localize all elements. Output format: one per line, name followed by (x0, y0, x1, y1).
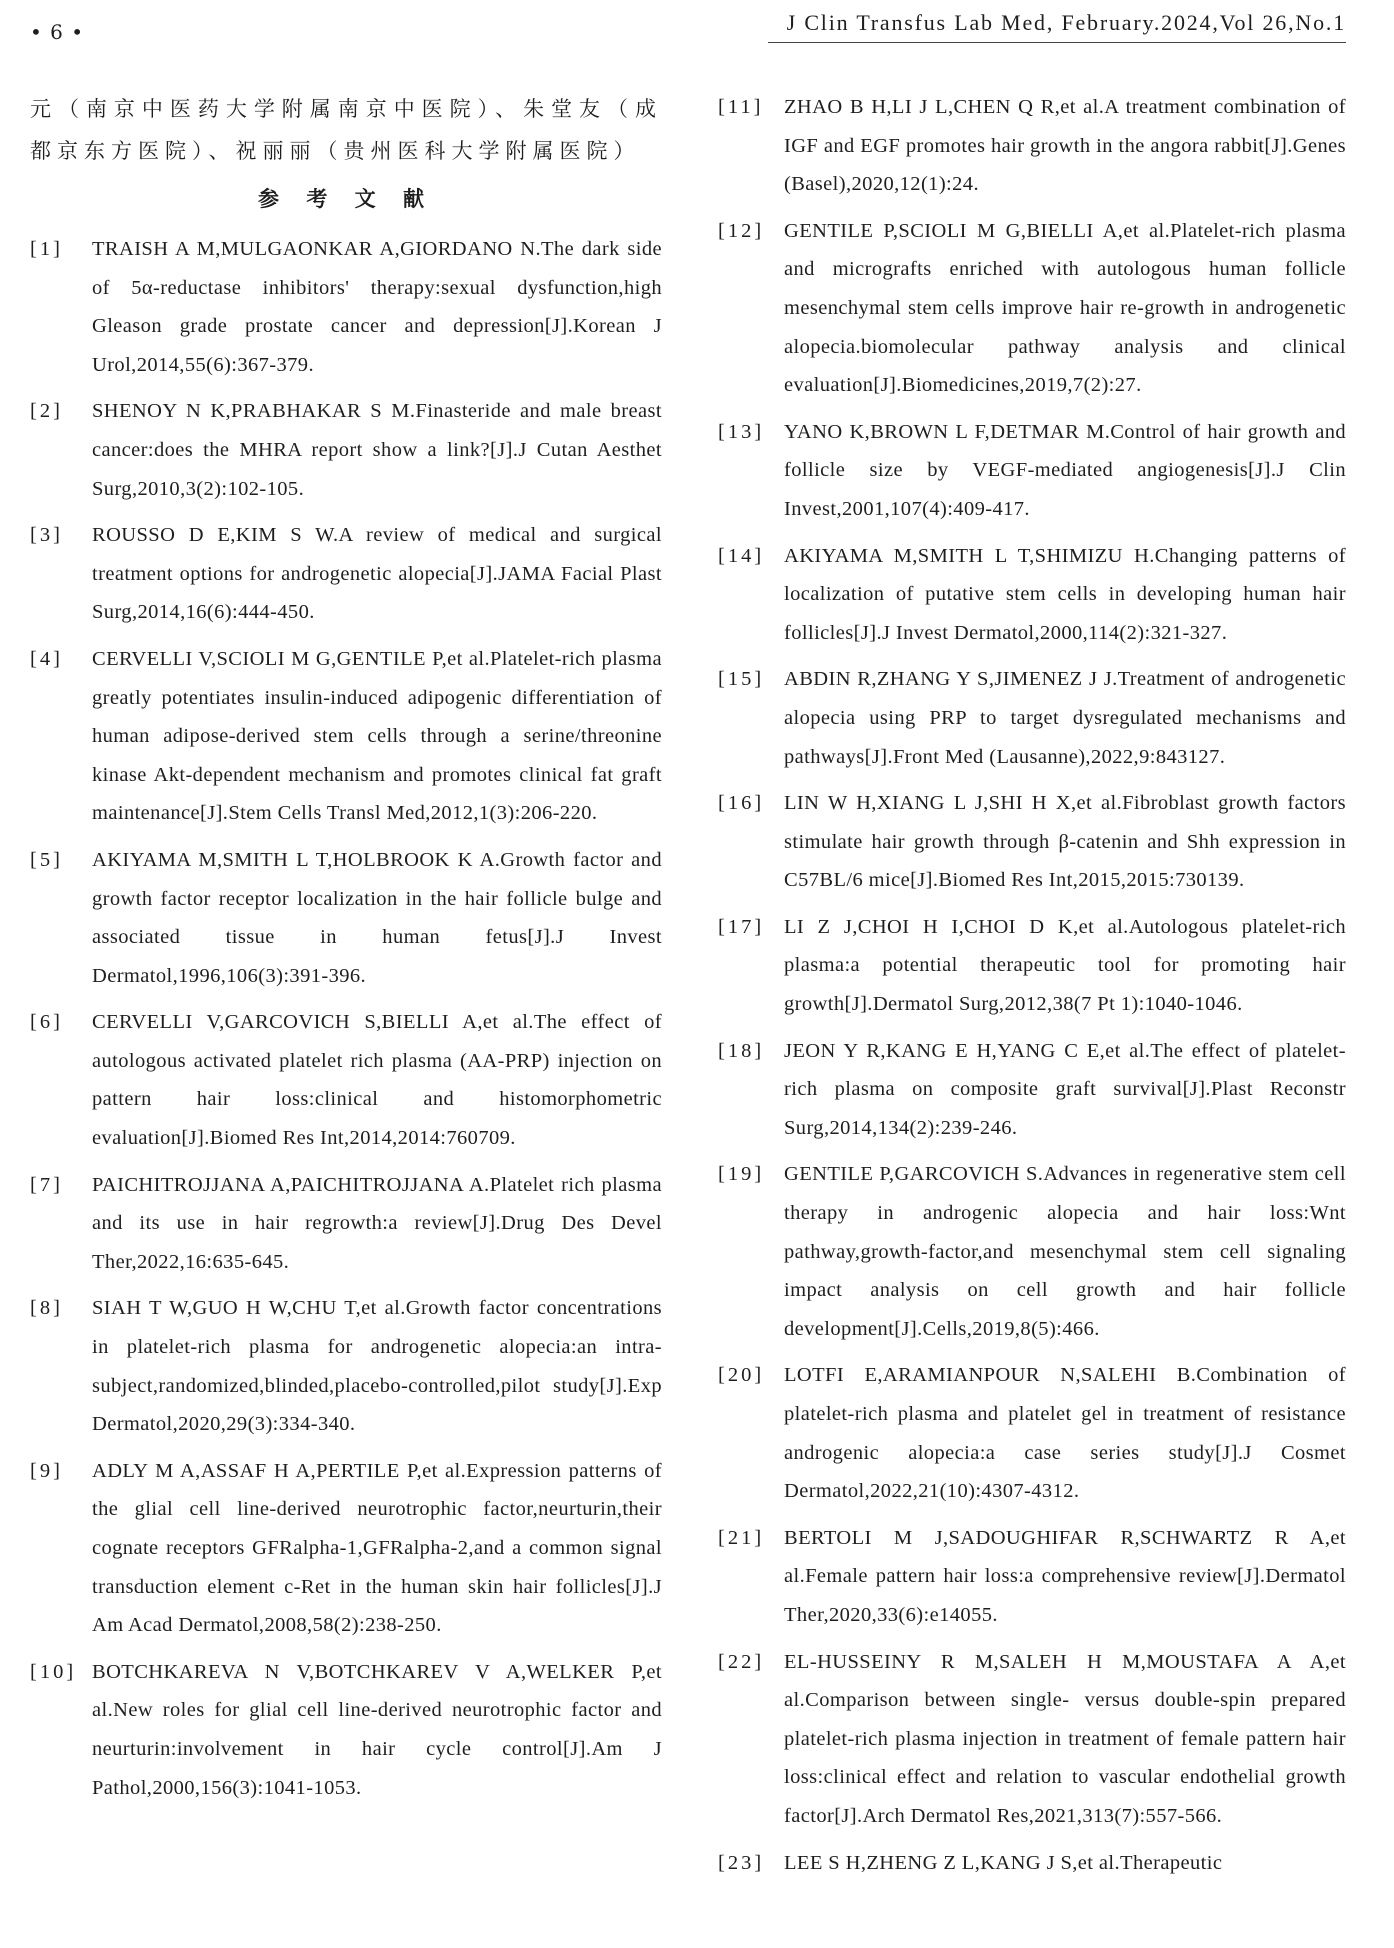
reference-entry (718, 784, 1346, 900)
reference-text: LEE S H,ZHENG Z L,KANG J S,et al.Therapeutic (784, 1851, 1223, 1874)
reference-entry (30, 1166, 662, 1282)
reference-number: [1] (30, 238, 63, 260)
reference-text: YANO K,BROWN L F,DETMAR M.Control of hair growth and follicle size by VEGF-mediated angiogenesis[J].J Clin Invest,2001,107(4):409-417. (784, 420, 1346, 520)
reference-number: [12] (718, 219, 765, 242)
reference-entry (718, 1356, 1346, 1510)
reference-text: CERVELLI V,SCIOLI M G,GENTILE P,et al.Platelet-rich plasma greatly potentiates insulin-induced adipogenic differentiation of human adipose-derived stem cells through a serine/threonine kinase Akt-dependent mechanism and promotes clinical fat graft maintenance[J].Stem Cells Transl Med,2012,1(3):206-220. (92, 647, 662, 825)
reference-text: LI Z J,CHOI H I,CHOI D K,et al.Autologous platelet-rich plasma:a potential therapeutic tool for promoting hair growth[J].Dermatol Surg,2012,38(7 Pt 1):1040-1046. (784, 915, 1346, 1016)
page-number: • 6 • (30, 20, 85, 44)
reference-number: [3] (30, 524, 63, 547)
reference-text: GENTILE P,SCIOLI M G,BIELLI A,et al.Platelet-rich plasma and micrografts enriched with autologous human follicle mesenchymal stem cells improve hair re-growth in androgenetic alopecia.biomolecular pathway analysis and clinical evaluation[J].Biomedicines,2019,7(2):27. (784, 219, 1346, 397)
reference-text: ZHAO B H,LI J L,CHEN Q R,et al.A treatment combination of IGF and EGF promotes hair growth in the angora rabbit[J].Genes (Basel),2020,12(1):24. (784, 96, 1346, 196)
reference-text: AKIYAMA M,SMITH L T,SHIMIZU H.Changing patterns of localization of putative stem cells in developing human hair follicles[J].J Invest Dermatol,2000,114(2):321-327. (784, 544, 1346, 644)
reference-number: [19] (718, 1163, 765, 1186)
reference-entry (718, 413, 1346, 529)
reference-number: [13] (718, 420, 765, 443)
reference-entry (718, 1519, 1346, 1635)
reference-text: ROUSSO D E,KIM S W.A review of medical and surgical treatment options for androgenetic alopecia[J].JAMA Facial Plast Surg,2014,16(6):444-450. (92, 524, 662, 624)
reference-entry (30, 640, 662, 833)
reference-number: [10] (30, 1660, 77, 1683)
right-column (718, 88, 1346, 1890)
reference-text: ADLY M A,ASSAF H A,PERTILE P,et al.Expression patterns of the glial cell line-derived neurotrophic factor,neurturin,their cognate receptors GFRalpha-1,GFRalpha-2,and a common signal transduction element c-Ret in the human skin hair follicles[J].J Am Acad Dermatol,2008,58(2):238-250. (92, 1459, 662, 1637)
reference-entry (30, 1452, 662, 1645)
reference-text: EL-HUSSEINY R M,SALEH H M,MOUSTAFA A A,et al.Comparison between single- versus double-spin prepared platelet-rich plasma injection in treatment of female pattern hair loss:clinical effect and relation to vascular endothelial growth factor[J].Arch Dermatol Res,2021,313(7):557-566. (784, 1650, 1346, 1827)
reference-text: SIAH T W,GUO H W,CHU T,et al.Growth factor concentrations in platelet-rich plasma for androgenetic alopecia:an intra-subject,randomized,blinded,placebo-controlled,pilot study[J].Exp Dermatol,2020,29(3):334-340. (92, 1297, 662, 1436)
references-heading: 参 考 文 献 (258, 187, 434, 211)
reference-number: [15] (718, 668, 765, 691)
reference-number: [11] (718, 96, 764, 118)
left-column (30, 88, 662, 1815)
reference-list-right (718, 88, 1346, 1882)
reference-entry (718, 88, 1346, 204)
reference-number: [16] (718, 792, 765, 815)
reference-number: [20] (718, 1364, 765, 1387)
reference-text: ABDIN R,ZHANG Y S,JIMENEZ J J.Treatment of androgenetic alopecia using PRP to target dysregulated mechanisms and pathways[J].Front Med (Lausanne),2022,9:843127. (784, 668, 1346, 768)
reference-number: [5] (30, 848, 63, 871)
reference-entry (718, 1155, 1346, 1348)
reference-entry (30, 392, 662, 508)
reference-text: GENTILE P,GARCOVICH S.Advances in regenerative stem cell therapy in androgenic alopecia and hair loss:Wnt pathway,growth-factor,and mesenchymal stem cell signaling impact analysis on cell growth and hair follicle development[J].Cells,2019,8(5):466. (784, 1163, 1346, 1340)
reference-number: [8] (30, 1297, 63, 1320)
reference-number: [18] (718, 1039, 765, 1062)
reference-text: LOTFI E,ARAMIANPOUR N,SALEHI B.Combination of platelet-rich plasma and platelet gel in treatment of resistance androgenic alopecia:a case series study[J].J Cosmet Dermatol,2022,21(10):4307-4312. (784, 1364, 1346, 1503)
reference-number: [14] (718, 544, 765, 567)
reference-list-left (30, 230, 662, 1807)
reference-number: [21] (718, 1526, 765, 1549)
reference-entry (718, 1032, 1346, 1148)
reference-text: SHENOY N K,PRABHAKAR S M.Finasteride and male breast cancer:does the MHRA report show a link?[J].J Cutan Aesthet Surg,2010,3(2):102-105. (92, 400, 662, 500)
reference-entry (30, 1289, 662, 1443)
reference-text: PAICHITROJJANA A,PAICHITROJJANA A.Platelet rich plasma and its use in hair regrowth:a review[J].Drug Des Devel Ther,2022,16:635-645. (92, 1173, 662, 1273)
reference-number: [17] (718, 915, 765, 938)
reference-number: [2] (30, 400, 63, 423)
reference-number: [6] (30, 1011, 63, 1034)
reference-text: JEON Y R,KANG E H,YANG C E,et al.The effect of platelet-rich plasma on composite graft survival[J].Plast Reconstr Surg,2014,134(2):239-246. (784, 1039, 1346, 1139)
journal-running-head: J Clin Transfus Lab Med, February.2024,Vol 26,No.1 (768, 8, 1346, 43)
reference-text: TRAISH A M,MULGAONKAR A,GIORDANO N.The dark side of 5α-reductase inhibitors' therapy:sexual dysfunction,high Gleason grade prostate cancer and depression[J].Korean J Urol,2014,55(6):367-379. (92, 238, 662, 376)
acknowledgement-text: 元（南京中医药大学附属南京中医院）、朱堂友（成都京东方医院）、祝丽丽（贵州医科大学附属医院） (30, 97, 662, 163)
reference-text: BOTCHKAREVA N V,BOTCHKAREV V A,WELKER P,et al.New roles for glial cell line-derived neurotrophic factor and neurturin:involvement in hair cycle control[J].Am J Pathol,2000,156(3):1041-1053. (92, 1660, 662, 1799)
reference-text: CERVELLI V,GARCOVICH S,BIELLI A,et al.The effect of autologous activated platelet rich plasma (AA-PRP) injection on pattern hair loss:clinical and histomorphometric evaluation[J].Biomed Res Int,2014,2014:760709. (92, 1011, 662, 1150)
reference-entry (30, 1003, 662, 1157)
reference-entry (718, 1643, 1346, 1836)
reference-entry (30, 841, 662, 995)
reference-number: [7] (30, 1173, 63, 1196)
reference-number: [22] (718, 1650, 765, 1673)
reference-number: [9] (30, 1459, 63, 1482)
reference-number: [23] (718, 1851, 765, 1874)
reference-entry (718, 537, 1346, 653)
reference-text: LIN W H,XIANG L J,SHI H X,et al.Fibroblast growth factors stimulate hair growth through β-catenin and Shh expression in C57BL/6 mice[J].Biomed Res Int,2015,2015:730139. (784, 792, 1346, 892)
reference-entry (718, 1844, 1346, 1883)
reference-entry (30, 516, 662, 632)
reference-number: [4] (30, 647, 63, 670)
reference-text: BERTOLI M J,SADOUGHIFAR R,SCHWARTZ R A,et al.Female pattern hair loss:a comprehensive review[J].Dermatol Ther,2020,33(6):e14055. (784, 1526, 1346, 1626)
reference-entry (718, 212, 1346, 405)
reference-text: AKIYAMA M,SMITH L T,HOLBROOK K A.Growth factor and growth factor receptor localization in the hair follicle bulge and associated tissue in human fetus[J].J Invest Dermatol,1996,106(3):391-396. (92, 848, 662, 987)
reference-entry (30, 230, 662, 384)
reference-entry (30, 1653, 662, 1807)
reference-entry (718, 660, 1346, 776)
reference-entry (718, 908, 1346, 1024)
